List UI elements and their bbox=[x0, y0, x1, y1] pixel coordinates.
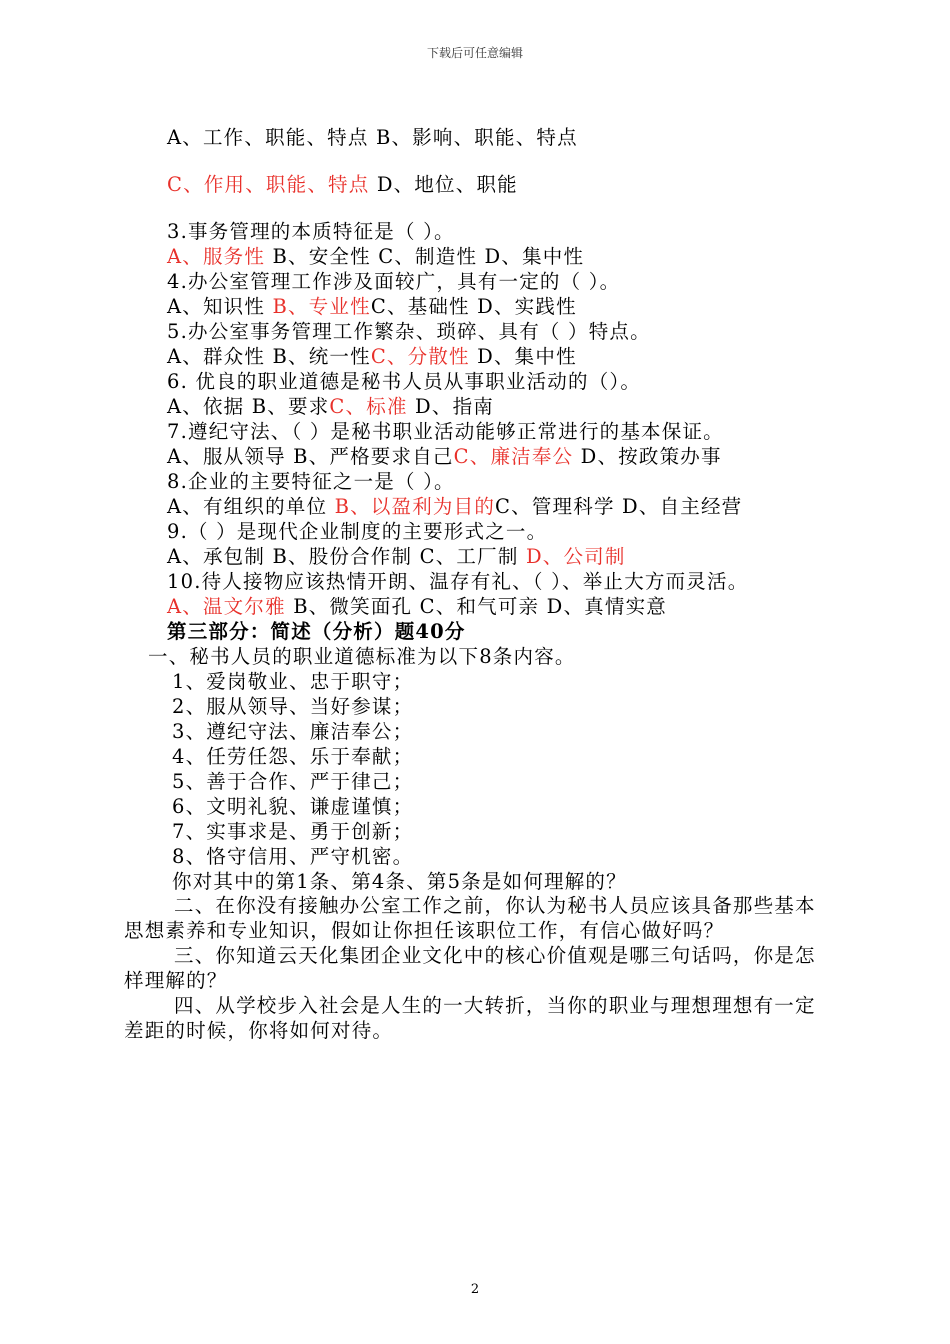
line-text: 6、文明礼貌、谦虚谨慎； bbox=[172, 795, 414, 818]
line-text: 9.（ ）是现代企业制度的主要形式之一。 bbox=[167, 520, 548, 543]
line-text: C、管理科学 D、自主经营 bbox=[495, 495, 743, 518]
paragraph-text: 四、从学校步入社会是人生的一大转折，当你的职业与理想理想有一定差距的时候，你将如何对待。 bbox=[124, 994, 816, 1042]
line-text: A、有组织的单位 bbox=[167, 495, 335, 518]
line-text: 7.遵纪守法、（ ）是秘书职业活动能够正常进行的基本保证。 bbox=[167, 420, 724, 443]
text-line bbox=[167, 595, 667, 619]
text-line bbox=[172, 745, 413, 769]
section-heading: 第三部分：简述（分析）题40分 bbox=[167, 620, 466, 643]
line-text: 8、恪守信用、严守机密。 bbox=[172, 845, 414, 868]
line-text: A、群众性 B、统一性 bbox=[167, 345, 371, 368]
line-text: D、指南 bbox=[407, 395, 494, 418]
text-line bbox=[167, 270, 620, 294]
line-text: 1、爱岗敬业、忠于职守； bbox=[172, 670, 414, 693]
text-line bbox=[167, 345, 577, 369]
text-line bbox=[167, 220, 455, 244]
text-line bbox=[167, 370, 641, 394]
text-line bbox=[167, 445, 722, 469]
line-text: D、按政策办事 bbox=[573, 445, 722, 468]
text-line bbox=[167, 295, 577, 319]
line-text: B、安全性 C、制造性 D、集中性 bbox=[265, 245, 585, 268]
line-text: 5、善于合作、严于律己； bbox=[172, 770, 414, 793]
line-text: 10.待人接物应该热情开朗、温存有礼、（ ）、举止大方而灵活。 bbox=[167, 570, 749, 593]
text-line bbox=[167, 570, 748, 594]
answer-text: C、廉洁奉公 bbox=[453, 445, 574, 468]
answer-text: C、分散性 bbox=[370, 345, 470, 368]
answer-text: B、以盈利为目的 bbox=[334, 495, 496, 518]
text-line bbox=[167, 173, 518, 197]
text-line bbox=[172, 820, 413, 844]
line-text: A、服从领导 B、严格要求自己 bbox=[167, 445, 454, 468]
line-text: 6. 优良的职业道德是秘书人员从事职业活动的（）。 bbox=[167, 370, 642, 393]
page-header: 下载后可任意编辑 bbox=[426, 46, 523, 60]
text-line bbox=[167, 545, 626, 569]
line-text: 3.事务管理的本质特征是（ ）。 bbox=[167, 220, 455, 243]
answer-text: C、标准 bbox=[329, 395, 408, 418]
line-text: 7、实事求是、勇于创新； bbox=[172, 820, 414, 843]
text-line bbox=[172, 720, 413, 744]
line-text: A、工作、职能、特点 B、影响、职能、特点 bbox=[167, 126, 578, 149]
line-text: 你对其中的第1条、第4条、第5条是如何理解的？ bbox=[172, 870, 627, 893]
line-text: 4、任劳任怨、乐于奉献； bbox=[172, 745, 414, 768]
line-text: 5.办公室事务管理工作繁杂、琐碎、具有（ ）特点。 bbox=[167, 320, 651, 343]
line-text: 2、服从领导、当好参谋； bbox=[172, 695, 414, 718]
answer-text: D、公司制 bbox=[525, 545, 626, 568]
line-text: A、承包制 B、股份合作制 C、工厂制 bbox=[167, 545, 526, 568]
text-line bbox=[167, 320, 651, 344]
text-line bbox=[167, 420, 724, 444]
text-line bbox=[167, 495, 742, 519]
question-paragraph bbox=[124, 943, 830, 993]
question-paragraph bbox=[124, 893, 830, 943]
line-text: 4.办公室管理工作涉及面较广，具有一定的（ ）。 bbox=[167, 270, 621, 293]
text-line bbox=[172, 770, 413, 794]
text-line bbox=[172, 870, 627, 894]
line-text: A、依据 B、要求 bbox=[167, 395, 330, 418]
text-line bbox=[167, 395, 494, 419]
answer-text: A、服务性 bbox=[167, 245, 266, 268]
text-line bbox=[172, 845, 413, 869]
page-number: 2 bbox=[470, 1282, 480, 1297]
text-line bbox=[167, 470, 455, 494]
text-line bbox=[172, 695, 413, 719]
text-line bbox=[167, 620, 466, 644]
text-line bbox=[167, 520, 547, 544]
answer-text: A、温文尔雅 bbox=[167, 595, 286, 618]
line-text: A、知识性 bbox=[167, 295, 273, 318]
line-text: C、基础性 D、实践性 bbox=[370, 295, 577, 318]
text-line bbox=[148, 645, 576, 669]
text-line bbox=[172, 670, 413, 694]
answer-text: B、专业性 bbox=[272, 295, 371, 318]
text-line bbox=[167, 126, 578, 150]
line-text: 8.企业的主要特征之一是（ ）。 bbox=[167, 470, 455, 493]
text-line bbox=[167, 245, 584, 269]
line-text: B、微笑面孔 C、和气可亲 D、真情实意 bbox=[285, 595, 667, 618]
line-text: D、地位、职能 bbox=[369, 173, 518, 196]
paragraph-text: 三、你知道云天化集团企业文化中的核心价值观是哪三句话吗，你是怎样理解的？ bbox=[124, 944, 816, 992]
line-text: D、集中性 bbox=[469, 345, 577, 368]
text-line bbox=[172, 795, 413, 819]
answer-text: C、作用、职能、特点 bbox=[167, 173, 370, 196]
line-text: 3、遵纪守法、廉洁奉公； bbox=[172, 720, 414, 743]
question-paragraph bbox=[124, 993, 830, 1043]
paragraph-text: 二、在你没有接触办公室工作之前，你认为秘书人员应该具备那些基本思想素养和专业知识，假如让你担任该职位工作，有信心做好吗？ bbox=[124, 894, 816, 942]
line-text: 一、秘书人员的职业道德标准为以下8条内容。 bbox=[148, 645, 576, 668]
